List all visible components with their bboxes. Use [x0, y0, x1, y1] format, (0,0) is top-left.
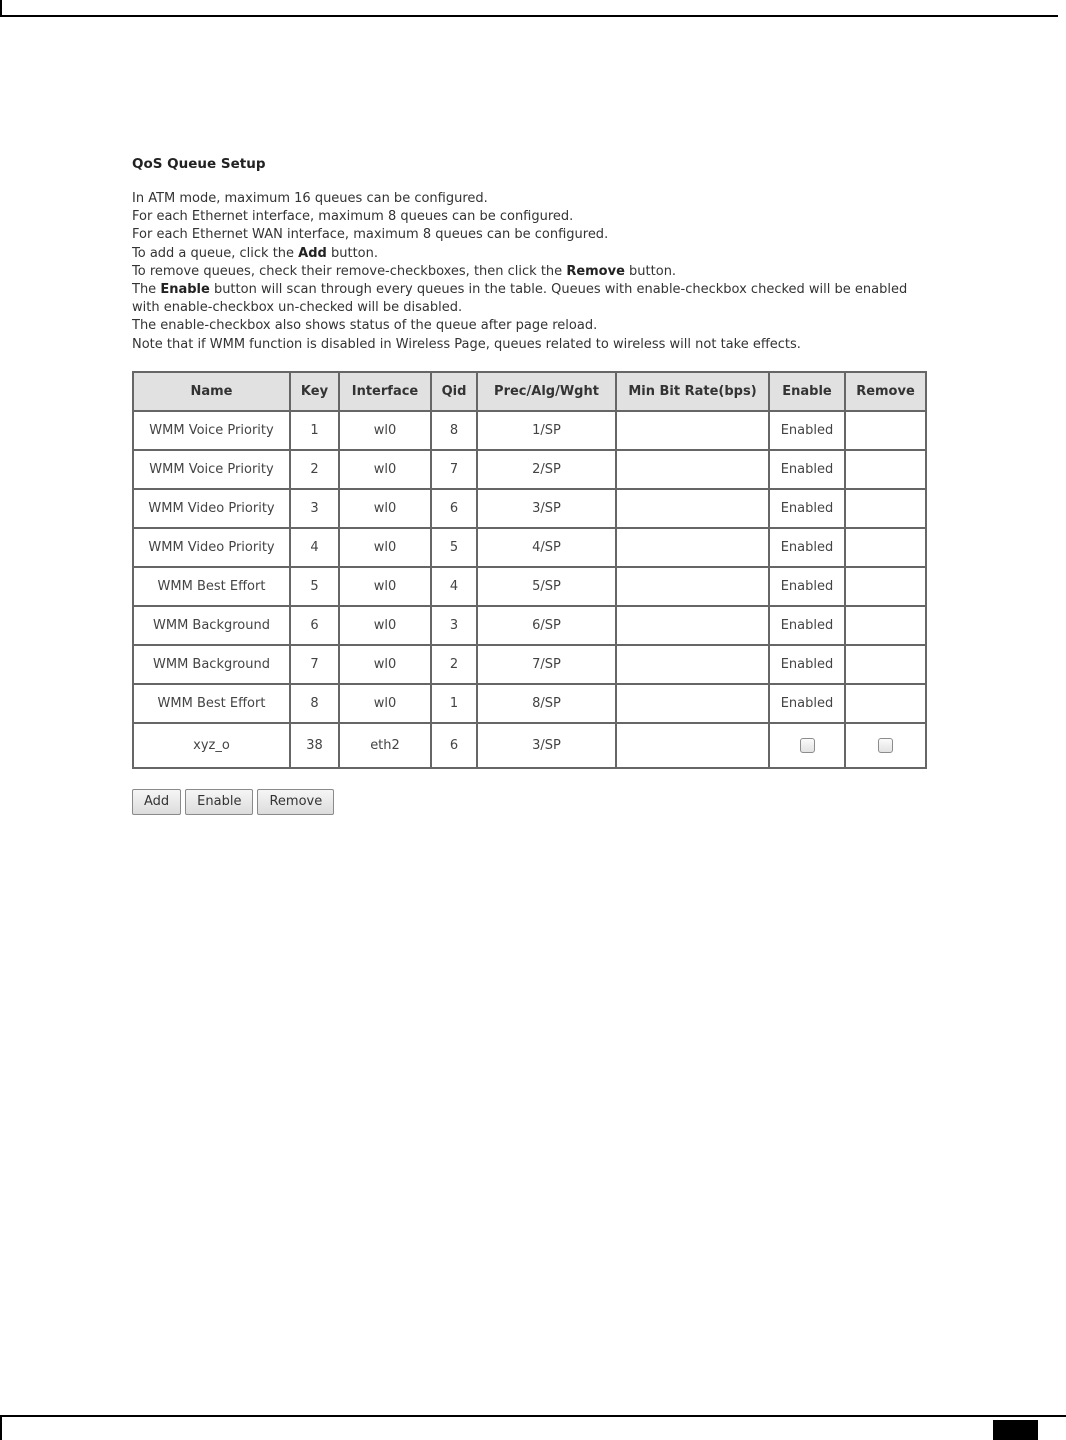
cell-remove [845, 645, 926, 684]
cell-prec: 8/SP [477, 684, 616, 723]
cell-key: 2 [290, 450, 339, 489]
header-remove: Remove [845, 372, 926, 411]
table-row [133, 567, 926, 606]
cell-name: WMM Background [133, 645, 290, 684]
header-min-bit-rate: Min Bit Rate(bps) [616, 372, 769, 411]
cell-name: WMM Video Priority [133, 528, 290, 567]
help-line-add: To add a queue, click the Add button. [132, 245, 378, 261]
cell-min-rate [616, 567, 769, 606]
help-line-enable: The Enable button will scan through every queues in the table. Queues with enable-checkbox checked will be enabled [132, 282, 908, 298]
help-line-wmm: Note that if WMM function is disabled in Wireless Page, queues related to wireless will not take effects. [132, 336, 801, 352]
cell-key: 1 [290, 411, 339, 450]
cell-interface: wl0 [339, 450, 431, 489]
cell-prec: 3/SP [477, 723, 616, 768]
cell-interface: wl0 [339, 567, 431, 606]
help-line-disabled: with enable-checkbox un-checked will be disabled. [132, 300, 463, 316]
cell-prec: 2/SP [477, 450, 616, 489]
cell-interface: wl0 [339, 606, 431, 645]
cell-qid: 7 [431, 450, 477, 489]
cell-min-rate [616, 723, 769, 768]
cell-enable-status: Enabled [769, 450, 845, 489]
cell-interface: wl0 [339, 645, 431, 684]
queue-table [132, 371, 927, 769]
cell-qid: 8 [431, 411, 477, 450]
table-header-row [133, 372, 926, 411]
cell-name: WMM Voice Priority [133, 450, 290, 489]
cell-qid: 3 [431, 606, 477, 645]
cell-qid: 6 [431, 723, 477, 768]
help-line-ethernet: For each Ethernet interface, maximum 8 queues can be configured. [132, 209, 574, 225]
cell-min-rate [616, 528, 769, 567]
button-bar [132, 789, 952, 815]
cell-interface: wl0 [339, 684, 431, 723]
help-line-atm: In ATM mode, maximum 16 queues can be configured. [132, 191, 488, 206]
table-row [133, 528, 926, 567]
cell-key: 6 [290, 606, 339, 645]
cell-enable-status: Enabled [769, 645, 845, 684]
cell-remove [845, 411, 926, 450]
page-title: QoS Queue Setup [132, 156, 266, 172]
cell-key: 8 [290, 684, 339, 723]
table-row [133, 606, 926, 645]
header-qid: Qid [431, 372, 477, 411]
cell-remove [845, 450, 926, 489]
help-line-ethernet-wan: For each Ethernet WAN interface, maximum 8 queues can be configured. [132, 227, 609, 243]
cell-enable-status: Enabled [769, 606, 845, 645]
table-row [133, 684, 926, 723]
cell-prec: 3/SP [477, 489, 616, 528]
table-row [133, 489, 926, 528]
cell-prec: 7/SP [477, 645, 616, 684]
cell-enable-status: Enabled [769, 528, 845, 567]
cell-prec: 4/SP [477, 528, 616, 567]
cell-name: WMM Video Priority [133, 489, 290, 528]
cell-name: xyz_o [133, 723, 290, 768]
page-number-tab [993, 1420, 1038, 1440]
qos-queue-setup-panel [132, 155, 952, 815]
cell-min-rate [616, 645, 769, 684]
cell-remove [845, 606, 926, 645]
cell-qid: 1 [431, 684, 477, 723]
header-interface: Interface [339, 372, 431, 411]
cell-name: WMM Voice Priority [133, 411, 290, 450]
cell-key: 38 [290, 723, 339, 768]
help-line-status: The enable-checkbox also shows status of the queue after page reload. [132, 318, 598, 334]
header-name: Name [133, 372, 290, 411]
header-enable: Enable [769, 372, 845, 411]
cell-enable-status: Enabled [769, 684, 845, 723]
cell-min-rate [616, 411, 769, 450]
cell-name: WMM Background [133, 606, 290, 645]
cell-enable-status: Enabled [769, 411, 845, 450]
page-bottom-border [0, 1415, 1066, 1440]
cell-remove [845, 567, 926, 606]
cell-key: 7 [290, 645, 339, 684]
cell-min-rate [616, 489, 769, 528]
table-row [133, 723, 926, 768]
cell-prec: 6/SP [477, 606, 616, 645]
cell-interface: eth2 [339, 723, 431, 768]
cell-key: 3 [290, 489, 339, 528]
table-row [133, 411, 926, 450]
header-key: Key [290, 372, 339, 411]
cell-qid: 5 [431, 528, 477, 567]
cell-enable [769, 723, 845, 768]
cell-remove [845, 528, 926, 567]
cell-min-rate [616, 606, 769, 645]
header-prec-alg-wght: Prec/Alg/Wght [477, 372, 616, 411]
cell-key: 4 [290, 528, 339, 567]
enable-button[interactable]: Enable [185, 789, 253, 815]
cell-enable-status: Enabled [769, 567, 845, 606]
enable-checkbox[interactable] [800, 738, 815, 753]
cell-key: 5 [290, 567, 339, 606]
cell-qid: 6 [431, 489, 477, 528]
cell-remove [845, 723, 926, 768]
remove-checkbox[interactable] [878, 738, 893, 753]
help-text [132, 190, 952, 354]
cell-interface: wl0 [339, 528, 431, 567]
cell-min-rate [616, 684, 769, 723]
cell-prec: 5/SP [477, 567, 616, 606]
table-row [133, 450, 926, 489]
page-top-border [0, 0, 1058, 17]
remove-button[interactable]: Remove [257, 789, 334, 815]
cell-remove [845, 684, 926, 723]
cell-interface: wl0 [339, 411, 431, 450]
cell-qid: 2 [431, 645, 477, 684]
table-row [133, 645, 926, 684]
cell-name: WMM Best Effort [133, 567, 290, 606]
cell-name: WMM Best Effort [133, 684, 290, 723]
cell-interface: wl0 [339, 489, 431, 528]
cell-remove [845, 489, 926, 528]
help-line-remove: To remove queues, check their remove-checkboxes, then click the Remove button. [132, 263, 677, 279]
cell-qid: 4 [431, 567, 477, 606]
cell-enable-status: Enabled [769, 489, 845, 528]
cell-min-rate [616, 450, 769, 489]
cell-prec: 1/SP [477, 411, 616, 450]
add-button[interactable]: Add [132, 789, 181, 815]
